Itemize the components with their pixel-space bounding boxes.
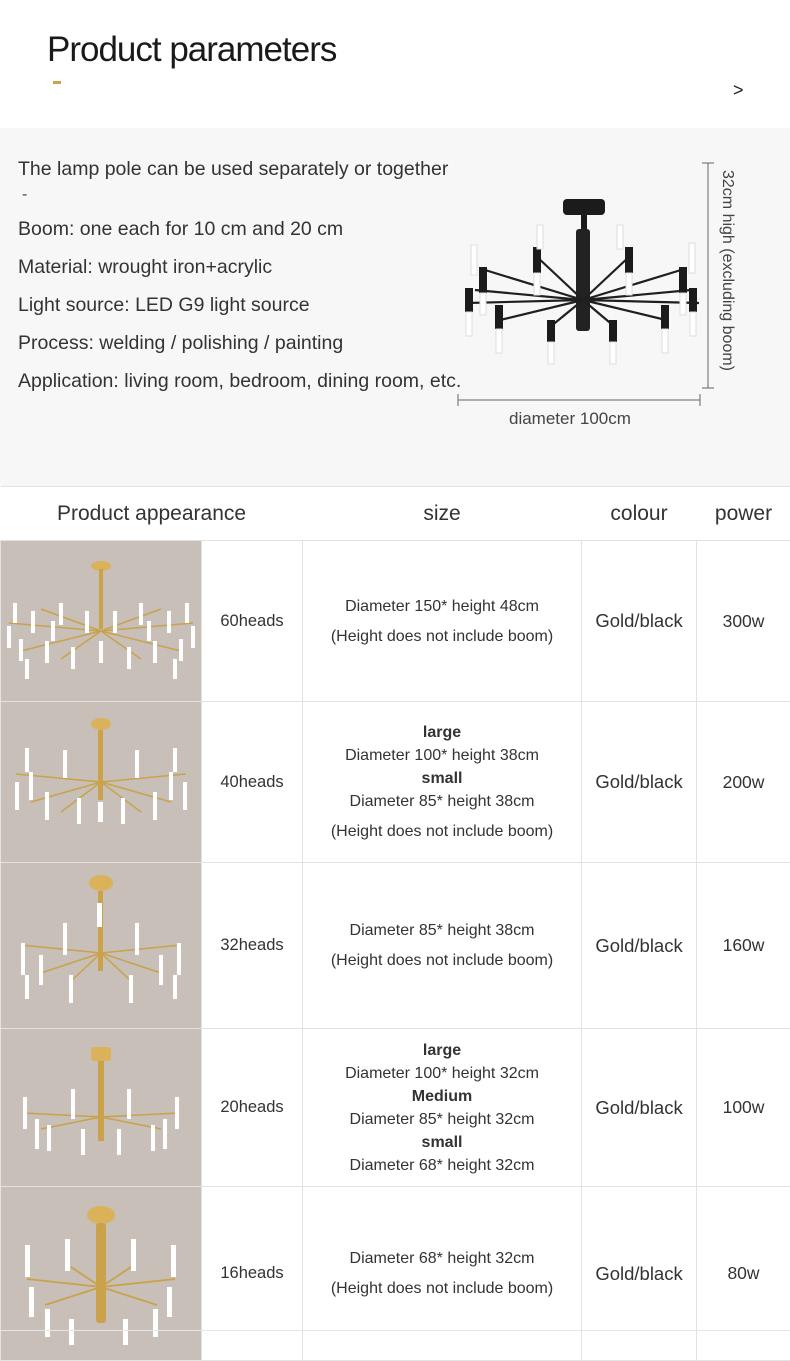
table-row xyxy=(1,863,790,1029)
chandelier-dimension-diagram xyxy=(455,155,755,440)
power-cell: 100w xyxy=(697,1029,790,1187)
size-line xyxy=(303,1039,581,1062)
power-cell: 80w xyxy=(697,1187,790,1361)
spec-line: Boom: one each for 10 cm and 20 cm xyxy=(18,218,343,241)
heads-cell: 16heads xyxy=(202,1187,303,1361)
size-cell xyxy=(303,1029,582,1187)
size-line: (Height does not include boom) xyxy=(303,820,581,843)
size-line: Diameter 85* height 32cm xyxy=(303,1108,581,1131)
product-image xyxy=(1,863,202,1029)
colour-cell: Gold/black xyxy=(582,1029,697,1187)
title-accent-bar xyxy=(53,81,61,84)
spec-line: Material: wrought iron+acrylic xyxy=(18,256,272,279)
power-cell: 160w xyxy=(697,863,790,1029)
chevron-right-icon[interactable]: > xyxy=(733,80,744,101)
size-line: (Height does not include boom) xyxy=(303,949,581,972)
size-line: Diameter 85* height 38cm xyxy=(303,790,581,813)
size-cell xyxy=(303,863,582,1029)
header-size: size xyxy=(303,487,582,541)
spec-line: Light source: LED G9 light source xyxy=(18,294,310,317)
colour-cell: Gold/black xyxy=(582,702,697,863)
spec-line: Application: living room, bedroom, dining room, etc. xyxy=(18,370,461,393)
heads-cell: 20heads xyxy=(202,1029,303,1187)
bottom-divider xyxy=(0,1330,790,1331)
size-line xyxy=(303,721,581,744)
size-line: Diameter 150* height 48cm xyxy=(303,595,581,618)
size-variant-label: small xyxy=(422,770,463,787)
size-variant-label: Medium xyxy=(412,1088,472,1105)
size-line: Diameter 85* height 38cm xyxy=(303,919,581,942)
product-image xyxy=(1,1187,202,1361)
size-cell xyxy=(303,702,582,863)
size-cell xyxy=(303,1187,582,1361)
heads-cell: 40heads xyxy=(202,702,303,863)
size-line: Diameter 68* height 32cm xyxy=(303,1154,581,1177)
spec-dash: - xyxy=(22,186,27,204)
header-power: power xyxy=(697,487,790,541)
power-cell: 300w xyxy=(697,541,790,702)
colour-cell: Gold/black xyxy=(582,541,697,702)
heads-cell: 60heads xyxy=(202,541,303,702)
diameter-label: diameter 100cm xyxy=(509,409,631,429)
table-header-row xyxy=(1,487,790,541)
size-line: (Height does not include boom) xyxy=(303,625,581,648)
size-cell xyxy=(303,541,582,702)
page-header xyxy=(0,0,790,128)
colour-cell: Gold/black xyxy=(582,863,697,1029)
page-title: Product parameters xyxy=(47,30,336,70)
spec-line: Process: welding / polishing / painting xyxy=(18,332,343,355)
chandelier-20-image xyxy=(1,1029,202,1181)
chandelier-32-image xyxy=(1,863,202,1023)
chandelier-60-image xyxy=(1,541,202,696)
size-line: Diameter 68* height 32cm xyxy=(303,1247,581,1270)
size-line xyxy=(303,1131,581,1154)
size-line: Diameter 100* height 32cm xyxy=(303,1062,581,1085)
product-image xyxy=(1,702,202,863)
size-variant-label: large xyxy=(423,724,461,741)
height-label: 32cm high (excluding boom) xyxy=(718,170,736,371)
table-row xyxy=(1,702,790,863)
size-line xyxy=(303,767,581,790)
product-params-table xyxy=(0,486,790,1361)
power-cell: 200w xyxy=(697,702,790,863)
size-line: Diameter 100* height 38cm xyxy=(303,744,581,767)
size-line: (Height does not include boom) xyxy=(303,1277,581,1300)
product-image xyxy=(1,1029,202,1187)
header-colour: colour xyxy=(582,487,697,541)
colour-cell: Gold/black xyxy=(582,1187,697,1361)
heads-cell: 32heads xyxy=(202,863,303,1029)
chandelier-40-image xyxy=(1,702,202,857)
table-row xyxy=(1,1187,790,1361)
table-row xyxy=(1,1029,790,1187)
size-variant-label: large xyxy=(423,1042,461,1059)
header-appearance: Product appearance xyxy=(1,487,303,541)
size-variant-label: small xyxy=(422,1134,463,1151)
spec-line: The lamp pole can be used separately or together xyxy=(18,158,448,181)
size-line xyxy=(303,1085,581,1108)
table-row xyxy=(1,541,790,702)
product-image xyxy=(1,541,202,702)
